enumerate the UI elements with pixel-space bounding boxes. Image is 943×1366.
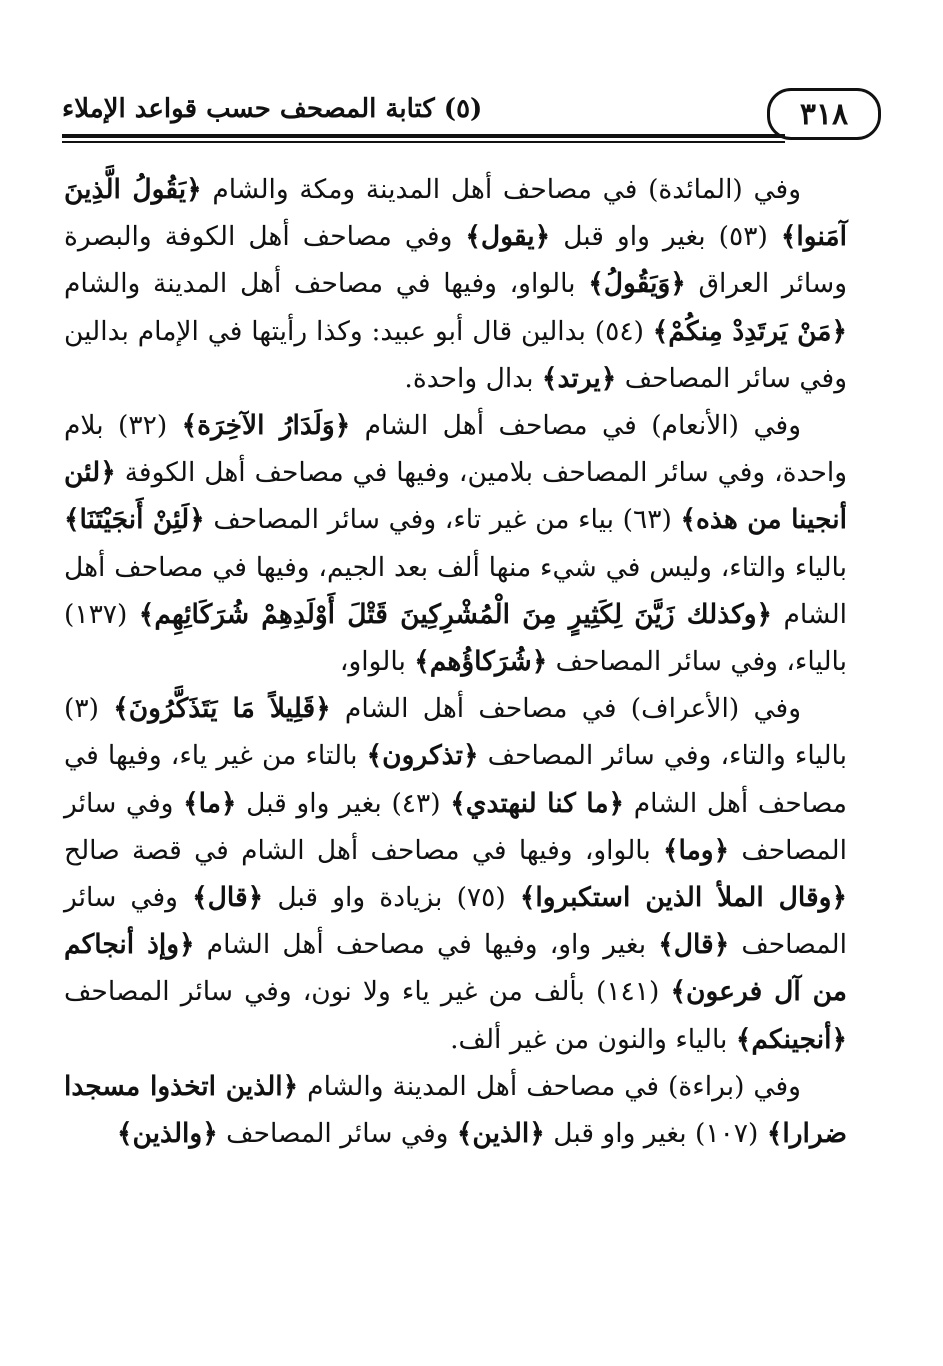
text-run: بالواو، (339, 646, 415, 678)
quran-quote: ﴿وإذ أنجاكم من آل فرعون﴾ (64, 929, 848, 1008)
text-run: (١٣٧) بالياء، وفي سائر المصاحف (64, 598, 847, 678)
text-run: وفي (براءة) في مصاحف أهل المدينة والشام (298, 1070, 801, 1102)
text-run: (٦٣) بياء من غير تاء، وفي سائر المصاحف (204, 504, 681, 536)
text-run: بغير واو، وفيها في مصاحف أهل الشام (194, 929, 659, 961)
text-run: وفي سائر المصاحف (217, 1118, 457, 1150)
quran-quote: ﴿أنجينكم﴾ (735, 1023, 847, 1055)
quran-quote: ﴿تذكرون﴾ (366, 740, 479, 772)
text-run: (٧٥) بزيادة واو قبل (263, 882, 520, 914)
paragraph (64, 166, 847, 402)
text-run: بالواو، وفيها في مصاحف أهل الشام في قصة صالح (64, 834, 663, 866)
quran-quote: ﴿مَنْ يَرتَدِدْ مِنكُمْ﴾ (652, 315, 848, 347)
quran-quote: ﴿قال﴾ (192, 882, 264, 914)
text-run: (١٤١) بألف من غير ياء ولا نون، وفي سائر المصاحف (64, 976, 671, 1008)
text-run: بالياء والنون من غير ألف. (450, 1023, 736, 1055)
text-run: (٤٣) بغير واو قبل (236, 787, 451, 819)
text-run: (١٠٧) بغير واو قبل (544, 1118, 767, 1150)
text-run: (٣٢) بلام واحدة، وفي سائر المصاحف بلامين، وفيها في مصاحف أهل الكوفة (64, 410, 847, 489)
quran-quote: ﴿ما كنا لنهتدي﴾ (450, 787, 625, 819)
page-body (64, 166, 847, 1157)
quran-quote: ﴿يقول﴾ (465, 221, 551, 253)
header-rule (62, 134, 785, 138)
quran-quote: ﴿الذين﴾ (456, 1118, 545, 1150)
page-number: ٣١٨ (767, 88, 881, 140)
quran-quote: ﴿والذين﴾ (116, 1118, 218, 1150)
text-run: وفي (الأنعام) في مصاحف أهل الشام (350, 410, 801, 442)
text-run: وفي (المائدة) في مصاحف أهل المدينة ومكة والشام (201, 174, 802, 205)
text-run: (٥٣) بغير واو قبل (550, 221, 781, 253)
paragraph (64, 1063, 847, 1157)
paragraph (64, 402, 847, 685)
quran-quote: ﴿لَئِنْ أَنجَيْتَنَا﴾ (64, 504, 205, 536)
quran-quote: ﴿وما﴾ (663, 834, 730, 866)
text-run: بدال واحدة. (404, 362, 542, 394)
page-header (62, 80, 881, 142)
quran-quote: ﴿ما﴾ (183, 787, 237, 819)
quran-quote: ﴿يَقُولُ الَّذِينَ آمَنوا﴾ (64, 174, 847, 253)
text-run: وفي سائر المصاحف (64, 787, 847, 866)
text-run: وفي (الأعراف) في مصاحف أهل الشام (330, 693, 801, 725)
text-run: وفي مصاحف أهل الكوفة والبصرة وسائر العراق (64, 221, 848, 300)
text-run: (٣) بالياء والتاء، وفي سائر المصاحف (64, 693, 847, 772)
running-title: (٥) كتابة المصحف حسب قواعد الإملاء (62, 94, 483, 124)
quran-quote: ﴿وكذلك زَيَّنَ لِكَثِيرٍ مِنَ الْمُشْرِكِينَ قَتْلَ أَوْلَدِهِمْ شُرَكَائِهِم﴾ (138, 598, 773, 630)
text-run: بالواو، وفيها في مصاحف أهل المدينة والشام (64, 268, 589, 300)
paragraph (64, 685, 847, 1063)
quran-quote: ﴿وَلَدَارُ الآخِرَة﴾ (181, 410, 351, 442)
quran-quote: ﴿وقال الملأ الذين استكبروا﴾ (519, 882, 847, 914)
header-rule-thin (62, 141, 785, 143)
text-run: وفي سائر المصاحف (64, 882, 847, 961)
quran-quote: ﴿يرتد﴾ (541, 362, 617, 394)
quran-quote: ﴿وَيَقُولُ﴾ (588, 268, 686, 300)
text-run: بالتاء من غير ياء، وفيها في مصاحف أهل الشام (64, 740, 847, 819)
text-run: بالياء والتاء، وليس في شيء منها ألف بعد الجيم، وفيها في مصاحف أهل الشام (64, 551, 848, 630)
quran-quote: ﴿شُرَكاؤُهم﴾ (414, 646, 548, 678)
text-run: (٥٤) بدالين قال أبو عبيد: وكذا رأيتها في الإمام بدالين وفي سائر المصاحف (64, 315, 847, 394)
quran-quote: ﴿قَلِيلاً مَا يَتَذَكَّرُونَ﴾ (113, 693, 331, 725)
quran-quote: ﴿قال﴾ (658, 929, 730, 961)
quran-quote: ﴿لئن أنجينا من هذه﴾ (64, 457, 848, 536)
quran-quote: ﴿الذين اتخذوا مسجدا ضرارا﴾ (64, 1070, 847, 1150)
